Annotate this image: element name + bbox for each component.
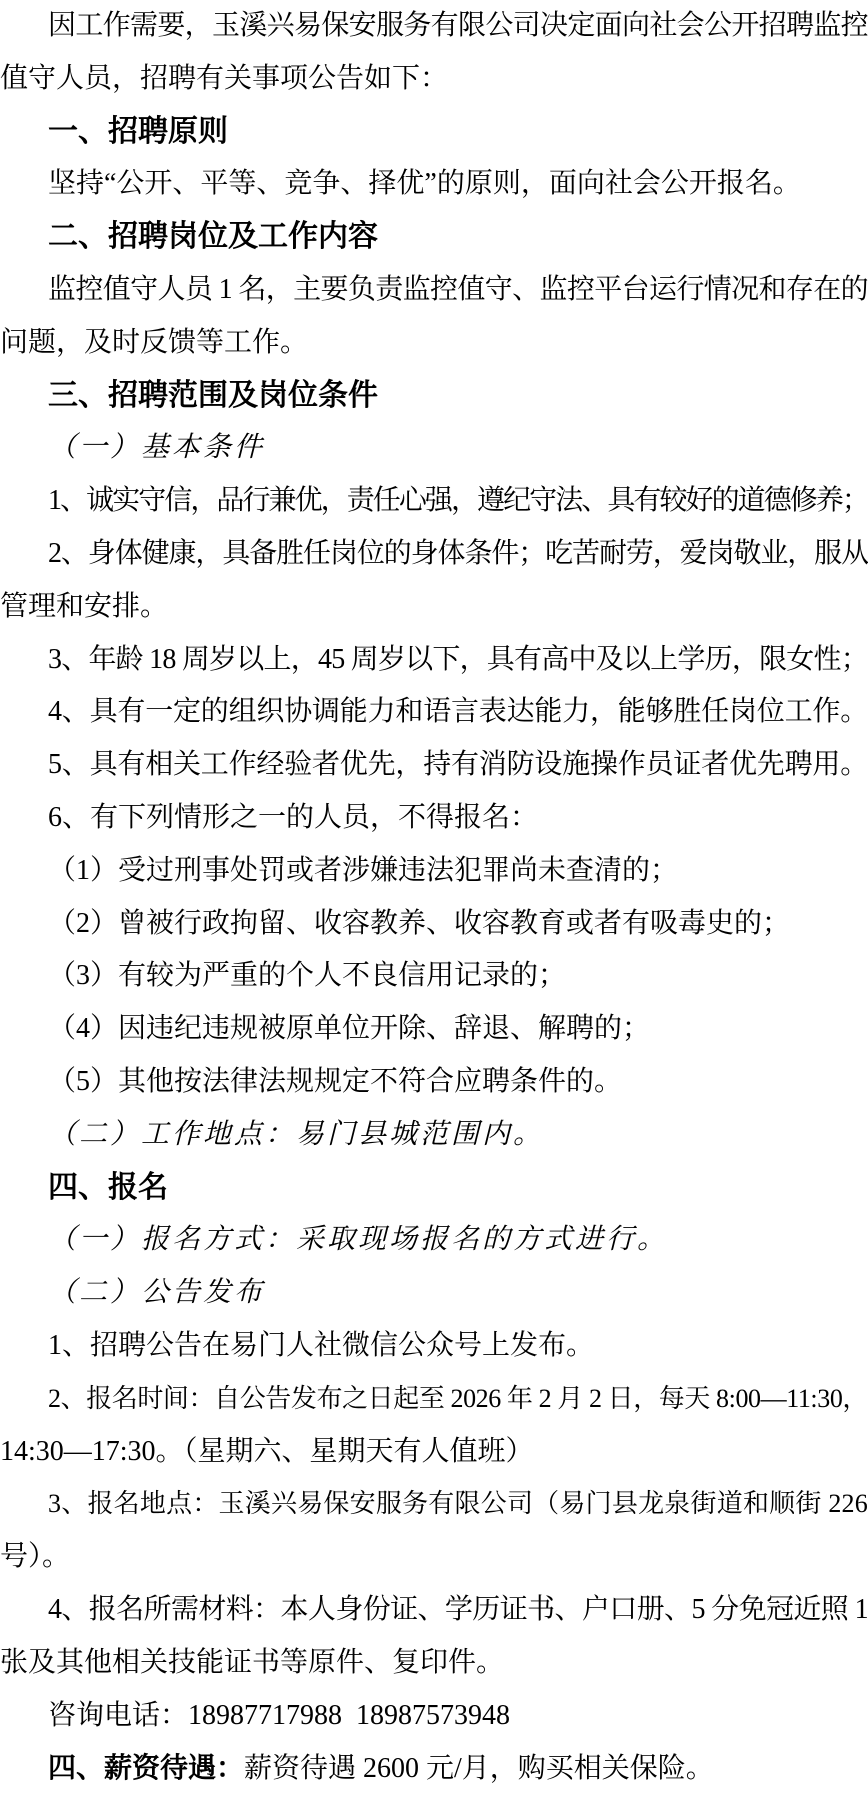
heading-2-position-and-duties: 二、招聘岗位及工作内容: [48, 220, 378, 254]
release-channel-item: 1、招聘公告在易门人社微信公众号上发布。: [48, 1329, 595, 1361]
intro-line-2: [0, 53, 868, 106]
para-duties-line-1: 监控值守人员 1 名，主要负责监控值守、监控平台运行情况和存在的: [48, 273, 868, 305]
registration-materials-line-2: 张及其他相关技能证书等原件、复印件。: [0, 1646, 505, 1678]
para-principles: 坚持“公开、平等、竞争、择优”的原则，面向社会公开报名。: [48, 168, 801, 200]
salary-text: 薪资待遇 2600 元/月，购买相关保险。: [244, 1753, 714, 1785]
subheading-work-location: （二）工作地点：易门县城范围内。: [48, 1118, 545, 1150]
registration-materials-line-1: 4、报名所需材料：本人身份证、学历证书、户口册、5 分免冠近照 1: [48, 1593, 868, 1625]
condition-6: 6、有下列情形之一的人员，不得报名：: [48, 801, 539, 833]
condition-2-line-1: 2、身体健康，具备胜任岗位的身体条件；吃苦耐劳，爱岗敬业，服从: [48, 537, 868, 569]
intro-text-2: 值守人员，招聘有关事项公告如下：: [0, 62, 449, 94]
intro-text-1: 因工作需要，玉溪兴易保安服务有限公司决定面向社会公开招聘监控: [48, 10, 868, 41]
disqualification-4: （4）因违纪违规被原单位开除、辞退、解聘的；: [48, 1013, 651, 1045]
heading-3-scope-and-conditions: 三、招聘范围及岗位条件: [48, 378, 378, 412]
subheading-registration-method: （一）报名方式：采取现场报名的方式进行。: [48, 1224, 669, 1256]
salary-heading: 四、薪资待遇：: [48, 1752, 245, 1784]
condition-1: 1、诚实守信，品行兼优，责任心强，遵纪守法、具有较好的道德修养；: [48, 485, 868, 517]
registration-time-line-1: 2、报名时间：自公告发布之日起至 2026 年 2 月 2 日，每天 8:00—11:30，: [48, 1383, 868, 1413]
condition-2-line-2: 管理和安排。: [0, 590, 169, 622]
disqualification-3: （3）有较为严重的个人不良信用记录的；: [48, 960, 567, 992]
condition-4: 4、具有一定的组织协调能力和语言表达能力，能够胜任岗位工作。: [48, 696, 868, 728]
subheading-announcement-release: （二）公告发布: [48, 1277, 266, 1309]
condition-5: 5、具有相关工作经验者优先，持有消防设施操作员证者优先聘用。: [48, 749, 868, 781]
registration-time-line-2: 14:30—17:30。（星期六、星期天有人值班）: [0, 1435, 534, 1467]
para-duties-line-2: 问题，及时反馈等工作。: [0, 326, 309, 358]
registration-location-line-1: 3、报名地点：玉溪兴易保安服务有限公司（易门县龙泉街道和顺街 226: [48, 1489, 868, 1519]
disqualification-5: （5）其他按法律法规规定不符合应聘条件的。: [48, 1065, 623, 1097]
disqualification-2: （2）曾被行政拘留、收容教养、收容教育或者有吸毒史的；: [48, 907, 791, 939]
subheading-basic-conditions: （一）基本条件: [48, 432, 266, 464]
heading-4-registration: 四、报名: [48, 1170, 168, 1204]
salary-line: [0, 1742, 868, 1795]
intro-line-1: [0, 0, 868, 53]
registration-location-line-2: 号）。: [0, 1541, 71, 1573]
condition-3: 3、年龄 18 周岁以上，45 周岁以下，具有高中及以上学历，限女性；: [48, 643, 868, 675]
disqualification-1: （1）受过刑事处罚或者涉嫌违法犯罪尚未查清的；: [48, 854, 679, 886]
heading-1-recruitment-principles: 一、招聘原则: [48, 114, 228, 148]
contact-phone: 咨询电话：18987717988 18987573948: [48, 1699, 511, 1731]
